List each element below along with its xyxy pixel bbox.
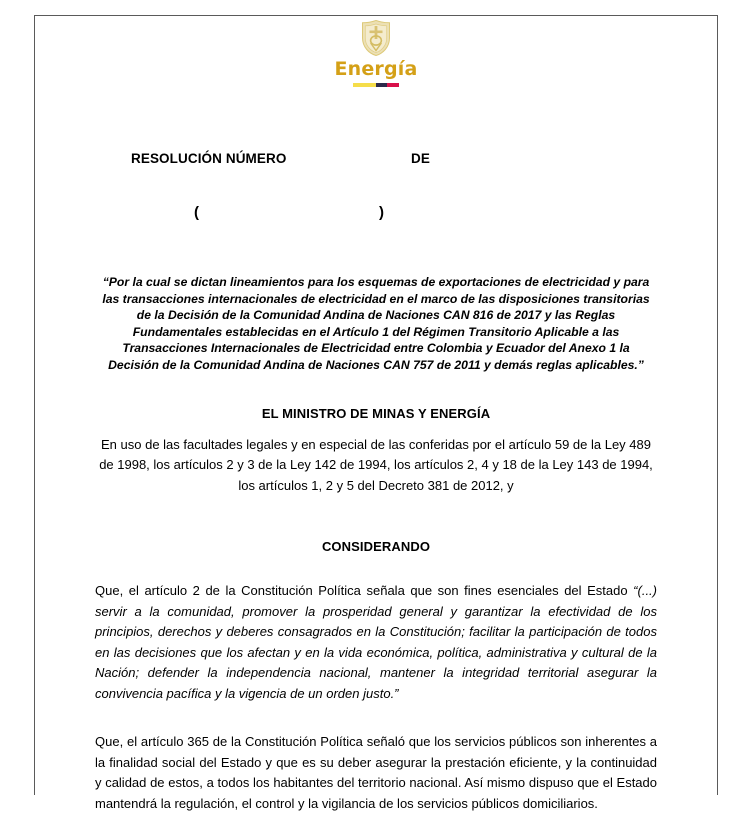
resolution-number-line (95, 151, 657, 171)
flag-stripe-blue (376, 83, 387, 87)
letterhead (95, 15, 657, 87)
resolution-de-label: DE (411, 151, 430, 166)
resolution-epigraph: “Por la cual se dictan lineamientos para los esquemas de exportaciones de electricidad y para las transacciones internacionales de electricidad en el marco de las disposiciones transitorias de la Decisión de la Comunidad Andina de Naciones CAN 816 de 2017 y las Reglas Fundamentales establecidas en el Artículo 1 del Régimen Transitorio Aplicable a las Transacciones Internacionales de Electricidad entre Colombia y Ecuador del Anexo 1 la Decisión de la Comunidad Andina de Naciones CAN 757 de 2011 y demás reglas aplicables.” (102, 275, 650, 372)
paren-close: ) (379, 204, 384, 221)
considerando-clause-1 (95, 581, 657, 704)
clause-2-lead: Que, el artículo 365 de la Constitución Política señaló que los servicios públicos son inherentes a la finalidad social del Estado y que es su deber asegurar la prestación eficiente, y la continuidad y calidad de estos, a todos los habitantes del territorio nacional. Así mismo dispuso que el Estado mantendrá la regulación, el control y la vigilancia de los servicios públicos domiciliarios. (95, 734, 657, 811)
clause-1-lead: Que, el artículo 2 de la Constitución Política señala que son fines esenciales del Estado (95, 583, 628, 599)
resolution-number-label: RESOLUCIÓN NÚMERO (131, 151, 287, 166)
colombia-flag-bar-icon (353, 83, 399, 87)
considerando-clause-2 (95, 732, 657, 814)
paren-open: ( (194, 204, 199, 221)
considerando-heading: CONSIDERANDO (321, 539, 431, 555)
resolution-date-line (95, 204, 657, 224)
legal-basis-paragraph: En uso de las facultades legales y en especial de las conferidas por el artículo 59 de la Ley 489 de 1998, los artículos 2 y 3 de la Ley 142 de 1994, los artículos 2, 4 y 18 de la Ley 143 de 1994, los artículos 1, 2 y 5 del Decreto 381 de 2012, y (99, 436, 653, 493)
minister-heading: EL MINISTRO DE MINAS Y ENERGÍA (261, 405, 491, 421)
brand-wordmark: Energía (334, 58, 418, 80)
clause-1-quote: “(...) servir a la comunidad, promover la prosperidad general y garantizar la efectividad de los principios, derechos y deberes consagrados en la Constitución; facilitar la participación de todos en las decisiones que los afectan y en la vida económica, política, administrativa y cultural de la Nación; defender la independencia nacional, mantener la integridad territorial asegurar la convivencia pacífica y la vigencia de un orden justo.” (95, 583, 657, 701)
colombia-coat-of-arms-shield-icon (359, 19, 393, 57)
document-content (34, 15, 718, 814)
flag-stripe-yellow (353, 83, 376, 87)
flag-stripe-red (387, 83, 399, 87)
